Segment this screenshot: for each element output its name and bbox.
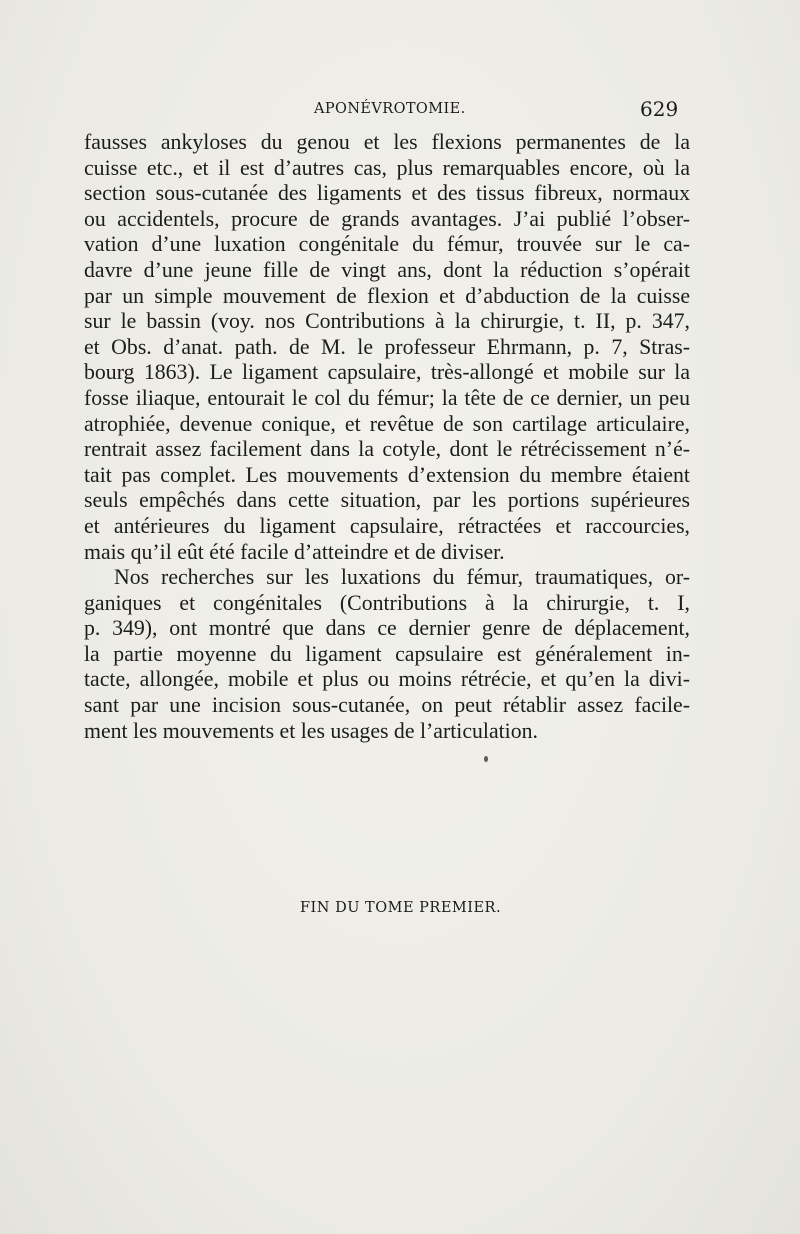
text-line: tacte, allongée, mobile et plus ou moins rétrécie, et qu’en la divi- [84, 667, 690, 692]
text-line: section sous-cutanée des ligaments et des tissus fibreux, normaux [84, 181, 690, 206]
text-line: vation d’une luxation congénitale du fémur, trouvée sur le ca- [84, 232, 690, 257]
text-line: rentrait assez facilement dans la cotyle, dont le rétrécissement n’é- [84, 437, 690, 462]
text-line: fosse iliaque, entourait le col du fémur; la tête de ce dernier, un peu [84, 385, 690, 410]
text-line: cuisse etc., et il est d’autres cas, plus remarquables encore, où la [84, 155, 690, 180]
text-line: bourg 1863). Le ligament capsulaire, très-allongé et mobile sur la [84, 360, 690, 385]
text-line: sur le bassin (voy. nos Contributions à la chirurgie, t. II, p. 347, [84, 309, 690, 334]
text-line: et antérieures du ligament capsulaire, rétractées et raccourcies, [84, 513, 690, 538]
text-line: par un simple mouvement de flexion et d’abduction de la cuisse [84, 283, 690, 308]
text-line: et Obs. d’anat. path. de M. le professeur Ehrmann, p. 7, Stras- [84, 334, 690, 359]
text-line: ment les mouvements et les usages de l’articulation. [84, 718, 538, 743]
page-number: 629 [640, 97, 679, 121]
text-line: mais qu’il eût été facile d’atteindre et de diviser. [84, 539, 505, 564]
body-text [84, 130, 690, 744]
text-line: Nos recherches sur les luxations du fémur, traumatiques, or- [114, 565, 690, 590]
text-line: atrophiée, devenue conique, et revêtue de son cartilage articulaire, [84, 411, 690, 436]
text-line: p. 349), ont montré que dans ce dernier genre de déplacement, [84, 616, 690, 641]
text-line: sant par une incision sous-cutanée, on peut rétablir assez facile- [84, 693, 690, 718]
running-title: APONÉVROTOMIE. [314, 101, 466, 117]
text-line: ou accidentels, procure de grands avantages. J’ai publié l’obser- [84, 206, 690, 231]
ink-speck [484, 756, 488, 762]
text-line: la partie moyenne du ligament capsulaire est généralement in- [84, 641, 690, 666]
text-line: ganiques et congénitales (Contributions à la chirurgie, t. I, [84, 590, 690, 615]
text-line: seuls empêchés dans cette situation, par les portions supérieures [84, 488, 690, 513]
text-line: fausses ankyloses du genou et les flexions permanentes de la [84, 130, 690, 154]
text-line: davre d’une jeune fille de vingt ans, dont la réduction s’opérait [84, 257, 690, 282]
text-line: tait pas complet. Les mouvements d’extension du membre étaient [84, 462, 690, 487]
end-of-volume-note: FIN DU TOME PREMIER. [300, 900, 502, 916]
